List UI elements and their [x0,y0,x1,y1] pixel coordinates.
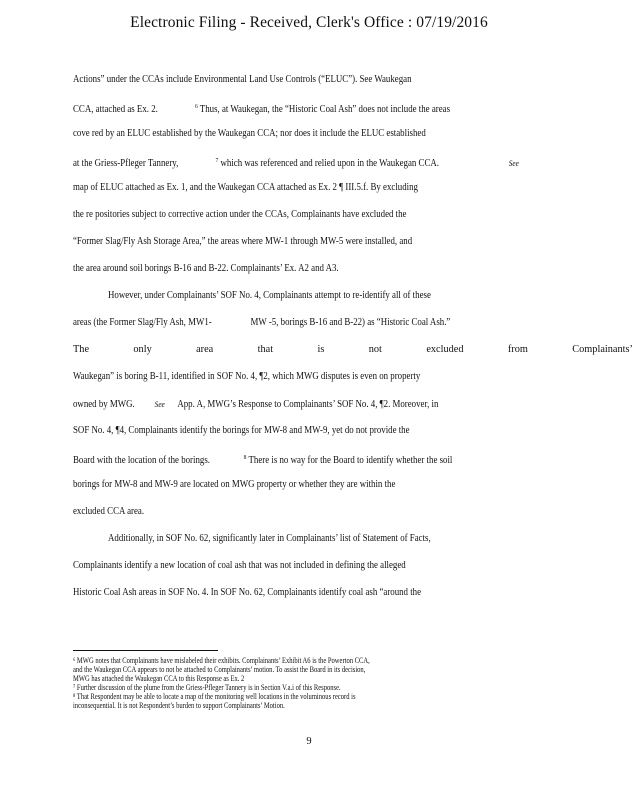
word: that [257,344,274,355]
paragraph-first-line: Additionally, in SOF No. 62, significantly later in Complainants’ list of Statement of Facts, [108,533,431,544]
filing-header: Electronic Filing - Received, Clerk's Office : 07/19/2016 [130,14,488,31]
body-line: the re positories subject to corrective action under the CCAs, Complainants have excluded the [73,209,407,220]
see-signal: See [154,399,165,409]
body-line: Complainants identify a new location of coal ash that was not included in defining the alleged [73,560,406,571]
see-signal: See [508,158,519,168]
body-line: SOF No. 4, ¶4, Complainants identify the borings for MW-8 and MW-9, yet do not provide the [73,425,410,436]
justified-line [73,344,633,356]
footnote-6-line: and the Waukegan CCA appears to not be attached to Complainants’ motion. To assist the Board in its decision, [73,665,366,674]
page-number: 9 [306,736,312,747]
body-text-span: areas (the Former Slag/Fly Ash, MW1- [73,317,212,328]
word: The [73,344,90,355]
body-line [73,398,438,411]
body-line: borings for MW-8 and MW-9 are located on MWG property or whether they are within the [73,479,396,490]
body-line: the area around soil borings B-16 and B-22. Complainants’ Ex. A2 and A3. [73,263,339,274]
body-line: Actions” under the CCAs include Environmental Land Use Controls (“ELUC”). See Waukegan [73,74,412,85]
word: from [507,344,528,355]
word: not [368,344,382,355]
body-line: Waukegan” is boring B-11, identified in SOF No. 4, ¶2, which MWG disputes is even on property [73,371,421,382]
word: only [133,344,152,355]
body-line: “Former Slag/Fly Ash Storage Area,” the areas where MW-1 through MW-5 were installed, and [73,236,413,247]
footnote-6-line: MWG has attached the Waukegan CCA to this Response as Ex. 2 [73,674,245,683]
body-line [73,155,519,170]
body-text-span: which was referenced and relied upon in the Waukegan CCA. [220,158,439,169]
footnote-7: ⁷ Further discussion of the plume from the Griess-Pfleger Tannery is in Section V.a.i of this Response. [73,683,341,692]
body-text-span: Board with the location of the borings. [73,455,210,466]
body-text-span: owned by MWG. [73,399,135,410]
body-text-span: App. A, MWG’s Response to Complainants’ SOF No. 4, ¶2. Moreover, in [177,399,439,410]
body-text-span: at the Griess-Pfleger Tannery, [73,158,179,169]
paragraph-first-line: However, under Complainants’ SOF No. 4, Complainants attempt to re-identify all of these [108,290,431,301]
footnote-divider [73,650,218,651]
word: is [317,344,325,355]
body-line: cove red by an ELUC established by the Waukegan CCA; nor does it include the ELUC established [73,128,426,139]
body-text-span: There is no way for the Board to identify whether the soil [248,455,453,466]
body-line [73,317,450,329]
body-line [73,101,450,116]
body-line: map of ELUC attached as Ex. 1, and the Waukegan CCA attached as Ex. 2 ¶ III.5.f. By excluding [73,182,418,193]
footnote-8-line: inconsequential. It is not Respondent’s burden to support Complainants’ Motion. [73,701,285,710]
word: excluded [426,344,464,355]
footnote-ref-7: 7 [215,157,219,164]
word: Complainants’ [572,344,633,355]
footnote-ref-8: 8 [243,454,247,461]
body-text-span: Thus, at Waukegan, the “Historic Coal Ash” does not include the areas [199,104,451,115]
footnote-6-line: ⁶ MWG notes that Complainants have mislabeled their exhibits. Complainants’ Exhibit A6 is the Powerton CCA, [73,656,370,665]
body-text-span: CCA, attached as Ex. 2. [73,104,158,115]
word: area [196,344,214,355]
footnote-8-line: ⁸ That Respondent may be able to locate a map of the monitoring well locations in the voluminous record is [73,692,356,701]
body-text-span: MW -5, borings B-16 and B-22) as “Historic Coal Ash.” [250,317,451,328]
body-line: excluded CCA area. [73,506,145,517]
footnote-ref-6: 6 [194,103,198,110]
body-line: Historic Coal Ash areas in SOF No. 4. In SOF No. 62, Complainants identify coal ash “around the [73,587,422,598]
body-line [73,452,452,467]
